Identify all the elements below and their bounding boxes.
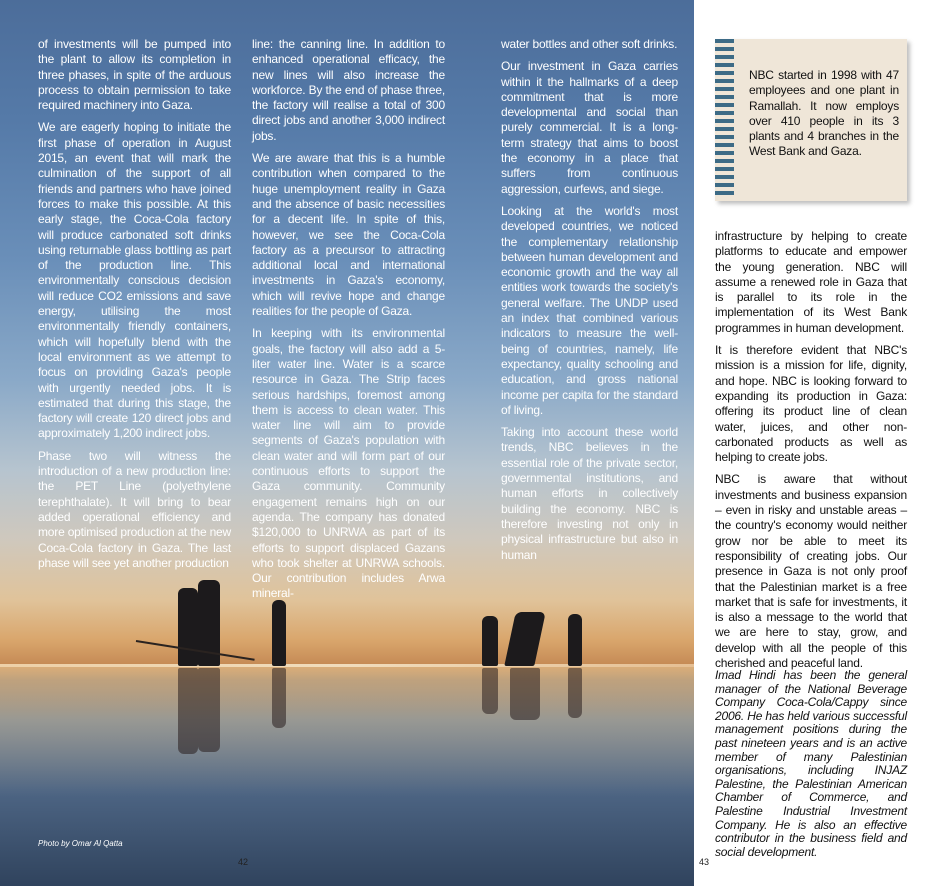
author-bio: Imad Hindi has been the general manager of the National Beverage Company Coca-Cola/Cappy since 2006. He has held various successful management positions during the past nineteen years and is an active member of many Palestinian organisations, including INJAZ Palestine, the Palestinian American Chamber of Commerce, and Palestine Industrial Investment Company. He is also an effective contributor in the business field and social development. — [715, 668, 907, 859]
paragraph: In keeping with its environmental goals, the factory will also add a 5-liter water line. Water is a scarce resource in Gaza. The Strip faces serious hardships, foremost among them is access to clean water. This water line will aim to provide segments of Gaza's population with clean water and will form part of our continuous efforts to support the Gaza community. Community engagement remains high on our agenda. The company has donated $120,000 to UNRWA as part of its efforts to support displaced Gazans who took shelter at UNRWA schools. Our contribution includes Arwa mineral- — [252, 326, 445, 601]
person-silhouette — [272, 600, 286, 666]
callout-box — [715, 39, 907, 201]
photo-credit: Photo by Omar Al Qatta — [38, 839, 123, 848]
paragraph: Looking at the world's most developed countries, we noticed the complementary relationship between human development and economic growth and the way all entities work towards the society's general welfare. The UNDP used an index that combined various indicators to measure the well-being of countries, namely, life expectancy, quality schooling and education, and gross national income per capita for the standard of living. — [501, 203, 678, 417]
person-reflection — [568, 668, 582, 718]
paragraph: We are aware that this is a humble contribution when compared to the huge unemployment reality in Gaza and the absence of basic necessities for a decent life. In spite of this, however, we see the Coca-Cola factory as a precursor to attracting additional local and international investments in Gaza's economy, which will revive hope and change realities for the people of Gaza. — [252, 151, 445, 319]
paragraph: NBC is aware that without investments and business expansion – even in risky and unstable areas – the country's economy would neither grow nor be able to meet its responsibility of creating jobs. Our presence in Gaza is not only proof that the Palestinian market is a free market that is safe for investments, it is also a message to the world that we are here to stay, grow, and develop with all the people of this cherished and peaceful land. — [715, 472, 907, 671]
paragraph: water bottles and other soft drinks. — [501, 37, 678, 51]
paragraph: line: the canning line. In addition to enhanced operational efficacy, the new lines will also increase the workforce. By the end of phase three, the factory will realise a total of 300 direct jobs and another 3,000 indirect jobs. — [252, 37, 445, 143]
person-silhouette — [482, 616, 498, 666]
paragraph: We are eagerly hoping to initiate the first phase of operation in August 2015, an event that will mark the culmination of the support of all friends and partners who have joined forces to make this possible. At this early stage, the Coca-Cola factory will produce carbonated soft drinks using returnable glass bottling as part of the production line. This environmentally conscious decision will reduce CO2 emissions and save energy, utilising the most environmentally friendly containers, which will hopefully blend with the local environment as we attempt to focus on providing Gaza's people with urgently needed jobs. It is estimated that during this stage, the factory will create 120 direct jobs and approximately 1,200 indirect jobs. — [38, 120, 231, 441]
text-column-3 — [501, 37, 678, 570]
paragraph: It is therefore evident that NBC's mission is a mission for life, dignity, and hope. NBC is looking forward to expanding its production in Gaza: offering its product line of clean water, juices, and other non-carbonated products as well as helping to create jobs. — [715, 343, 907, 465]
paragraph: Our investment in Gaza carries within it the hallmarks of a deep commitment that is more developmental and social than purely commercial. It is a long-term strategy that aims to boost the economy in a place that suffers from continuous aggression, curfews, and siege. — [501, 59, 678, 196]
person-reflection — [178, 668, 198, 754]
person-silhouette — [568, 614, 582, 666]
paragraph: of investments will be pumped into the plant to allow its completion in three phases, in spite of the arduous process to obtain permission to take required machinery into Gaza. — [38, 37, 231, 113]
text-column-2 — [252, 37, 445, 609]
text-column-4 — [715, 229, 907, 678]
paragraph: Taking into account these world trends, NBC believes in the essential role of the private sector, governmental institutions, and human efforts in collectively building the economy. NBC is therefore investing not only in physical infrastructure but also in human — [501, 425, 678, 562]
person-reflection — [198, 668, 220, 752]
text-column-1 — [38, 37, 231, 578]
page-number-left: 42 — [238, 857, 249, 867]
paragraph: infrastructure by helping to create platforms to educate and empower the young generation. NBC will assume a renewed role in Gaza that is parallel to its role in the implementation of its West Bank programmes in human development. — [715, 229, 907, 335]
person-reflection — [510, 668, 540, 720]
paragraph: Phase two will witness the introduction of a new production line: the PET Line (polyethylene terephthalate). It will bring to bear added operational efficiency and more optimised production at the new Coca-Cola factory in Gaza. The last phase will see yet another production — [38, 448, 231, 570]
decorative-stripes — [715, 39, 734, 201]
callout-text: NBC started in 1998 with 47 employees and one plant in Ramallah. It now employs over 410 people in its 3 plants and 4 branches in the West Bank and Gaza. — [749, 68, 899, 159]
person-silhouette — [504, 612, 545, 666]
person-silhouette — [178, 588, 198, 666]
page-number-right: 43 — [699, 857, 710, 867]
person-reflection — [482, 668, 498, 714]
person-reflection — [272, 668, 286, 728]
sea-reflection — [0, 667, 694, 797]
